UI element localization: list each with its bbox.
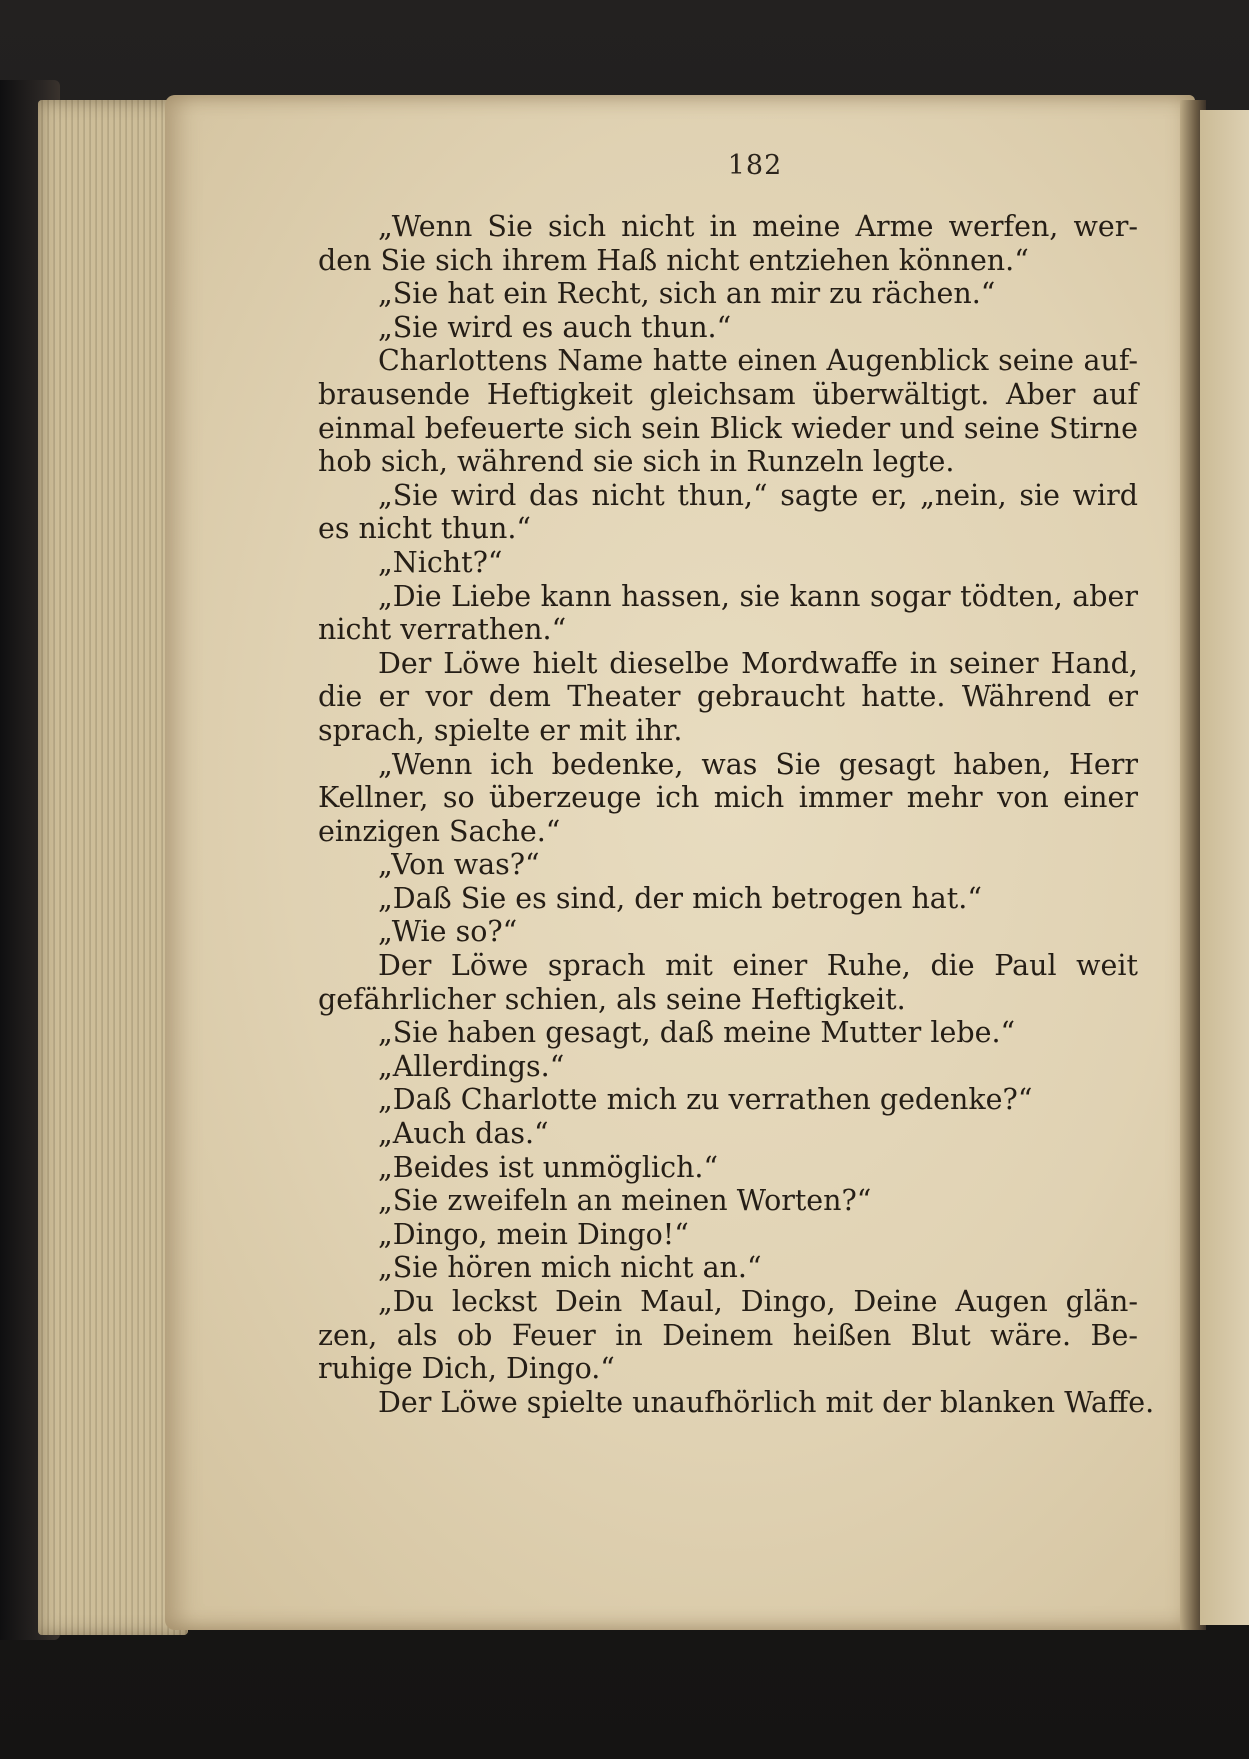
text-line: „Sie wird das nicht thun,“ sagte er, „nein, sie wird (378, 478, 1138, 512)
text-line: Der Löwe spielte unaufhörlich mit der blanken Waffe. (378, 1385, 1155, 1419)
text-line: „Die Liebe kann hassen, sie kann sogar tödten, aber (378, 579, 1138, 613)
text-line: „Sie haben gesagt, daß meine Mutter lebe.“ (378, 1016, 1016, 1050)
text-line: einmal befeuerte sich sein Blick wieder und seine Stirne (318, 411, 1138, 445)
text-line: „Sie zweifeln an meinen Worten?“ (378, 1184, 872, 1218)
text-line: „Nicht?“ (378, 545, 503, 579)
text-line: die er vor dem Theater gebraucht hatte. Während er (318, 680, 1138, 714)
text-line: es nicht thun.“ (318, 512, 531, 546)
text-line: den Sie sich ihrem Haß nicht entziehen können.“ (318, 243, 1029, 277)
text-line: brausende Heftigkeit gleichsam überwältigt. Aber auf (318, 377, 1138, 411)
text-line: zen, als ob Feuer in Deinem heißen Blut wäre. Be- (318, 1318, 1138, 1352)
text-line: Kellner, so überzeuge ich mich immer mehr von einer (318, 781, 1138, 815)
page-number: 182 (727, 150, 783, 181)
text-line: „Wenn Sie sich nicht in meine Arme werfen, wer- (378, 210, 1138, 243)
text-line: „Daß Sie es sind, der mich betrogen hat.“ (378, 881, 982, 915)
text-line: „Sie hat ein Recht, sich an mir zu rächen.“ (378, 277, 996, 311)
text-line: Der Löwe hielt dieselbe Mordwaffe in seiner Hand, (378, 646, 1138, 680)
text-line: sprach, spielte er mit ihr. (318, 713, 683, 747)
text-line: „Sie wird es auch thun.“ (378, 310, 732, 344)
text-line: ruhige Dich, Dingo.“ (318, 1352, 615, 1386)
text-line: „Allerdings.“ (378, 1049, 565, 1083)
next-page-edge (1200, 110, 1249, 1625)
text-line: „Du leckst Dein Maul, Dingo, Deine Augen glän- (378, 1285, 1138, 1318)
text-line: „Wenn ich bedenke, was Sie gesagt haben, Herr (378, 747, 1138, 781)
text-line: hob sich, während sie sich in Runzeln legte. (318, 445, 955, 479)
text-line: „Auch das.“ (378, 1117, 549, 1151)
text-line: nicht verrathen.“ (318, 613, 567, 647)
text-line: einzigen Sache.“ (318, 814, 561, 848)
page-text (318, 210, 1155, 1419)
text-line: „Beides ist unmöglich.“ (378, 1150, 719, 1184)
text-line: „Von was?“ (378, 848, 540, 882)
text-line: Der Löwe sprach mit einer Ruhe, die Paul weit (378, 949, 1138, 983)
text-line: Charlottens Name hatte einen Augenblick seine auf- (378, 344, 1138, 378)
text-line: „Dingo, mein Dingo!“ (378, 1217, 689, 1251)
text-line: gefährlicher schien, als seine Heftigkeit. (318, 982, 906, 1016)
text-line: „Wie so?“ (378, 915, 518, 949)
text-line: „Daß Charlotte mich zu verrathen gedenke?“ (378, 1083, 1033, 1117)
text-line: „Sie hören mich nicht an.“ (378, 1251, 762, 1285)
